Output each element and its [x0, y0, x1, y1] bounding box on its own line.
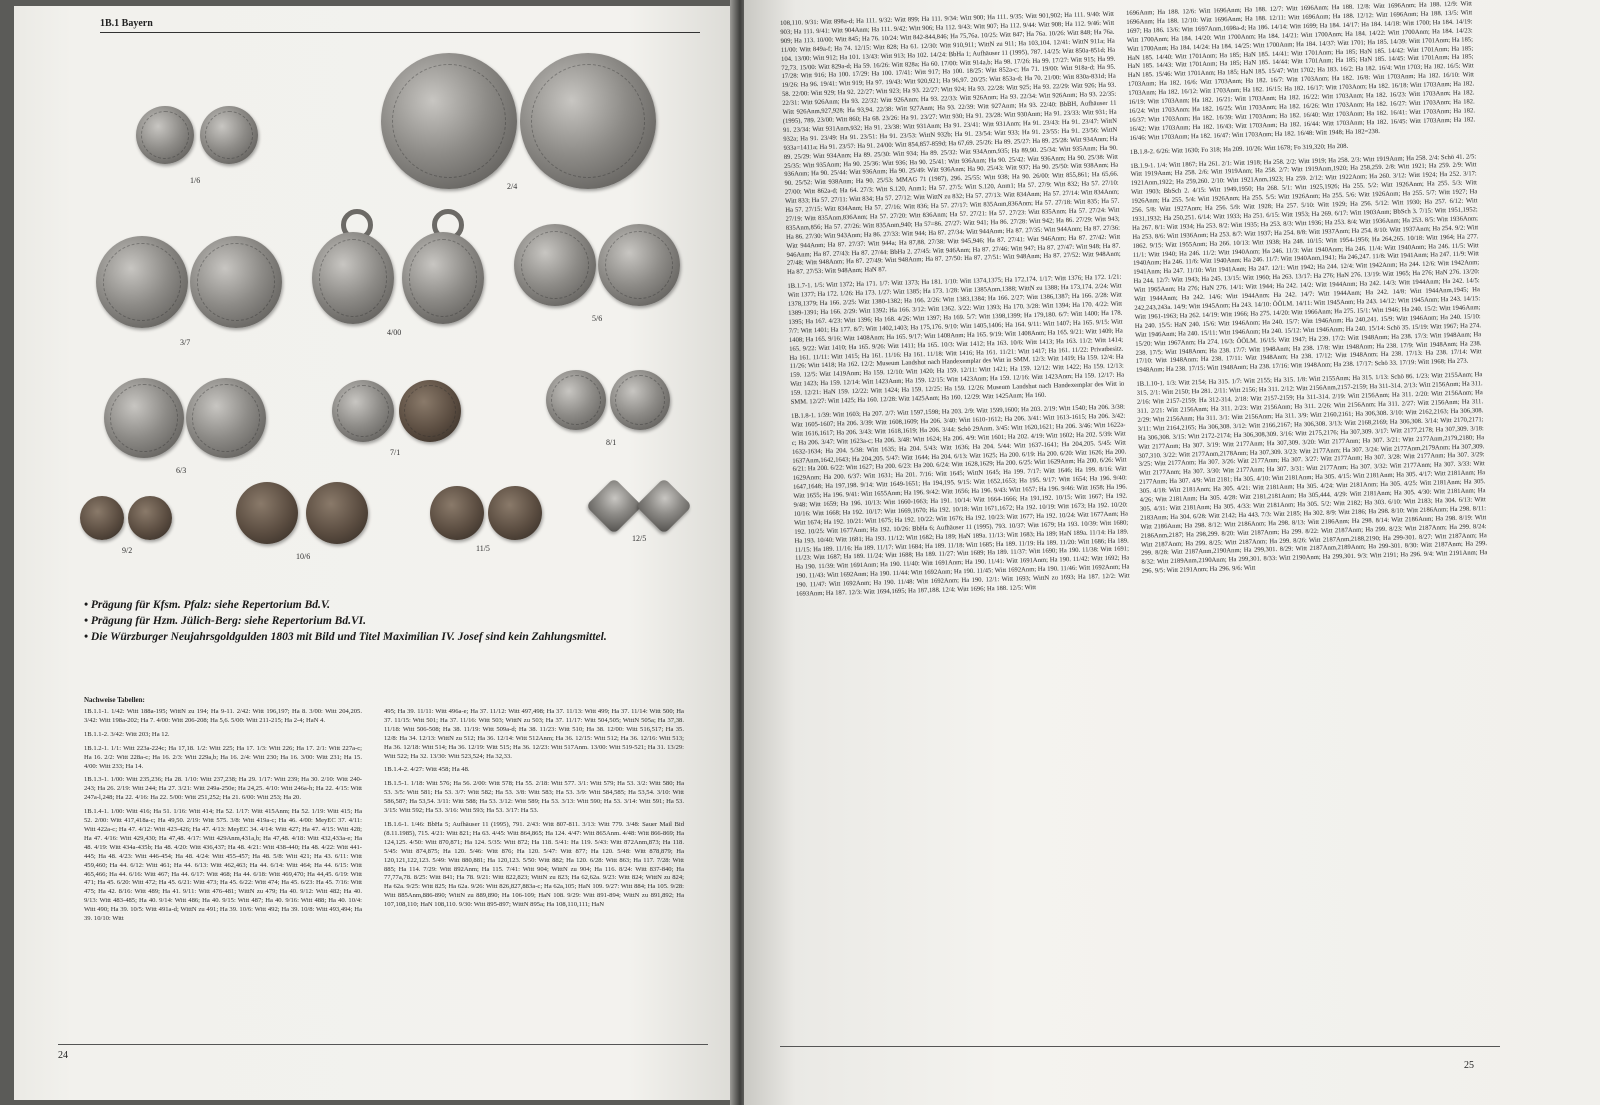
coin-image	[190, 236, 282, 328]
reference-entry: 1B.1.7-1. 1/5: Witt 1372; Ha 171. 1/7: Witt 1373; Ha 181. 1/10: Witt 1374,1375; Ha 172,174. 1/17: Witt 1376; Ha 172. 1/21: Witt 1377; Ha 172. 1/26: Ha 173. 1/27: Witt 1385; Ha 173. 1/28: Witt 1385Anm,1388; WittN zu 1388; Ha 173,174. 2/24: Witt 1378,1379; Ha 166. 2/25: Witt 1380-1382; Ha 166. 2/26: Witt 1383,1384; Ha 166. 2/27: Witt 1386,1387; Ha 166. 2/28: Witt 1389-1391; Ha 166. 2/29: Witt 1392; Ha 166. 3/12: Witt 1362. 3/22: Witt 1393; Ha 170. 3/28: Witt 1394; Ha 170. 4/22: Witt 1395; Ha 167. 4/23: Witt 1396; Ha 168. 4/26: Witt 1397; Ha 169. 5/7: Witt 1398,1399; Ha 179,180. 6/7: Witt 1400; Ha 178. 7/7: Witt 1401; Ha 177. 8/7: Witt 1402,1403; Ha 175,176. 9/10: Witt 1405,1406; Ha 164. 9/11: Witt 1407; Ha 165. 9/15: Witt 1408; Ha 165. 9/16: Witt 1408Anm; Ha 165. 9/17: Witt 1408Anm; Ha 165. 9/19: Witt 1408Anm; Ha 165. 9/21: Witt 1409; Ha 165. 9/22: Witt 1410; Ha 165. 9/26: Witt 1411; Ha 165. 10/3: Witt 1412; Ha 163. 10/6: Witt 1413; Ha 163. 11/2: Witt 1414; Ha 161. 11/11: Witt 1415; Ha 161. 11/16: Ha 161. 11/18: Witt 1416; Ha 161. 11/21: Witt 1417; Ha 161. 11/22: Privatbesitz. 11/26: Witt 1418; Ha 162. 12/2: Museum Landshut nach Handexemplar des Witt in SMM. 12/3: Witt 1419; Ha 159. 12/4: Ha 159. 12/5: Witt 1419Anm; Ha 159. 12/10: Witt 1420; Ha 159. 12/11: Witt 1421; Ha 159. 12/12: Witt 1422; Ha 159. 12/13: Witt 1423; Ha 159. 12/14: Witt 1423Anm; Ha 159. 12/15: Witt 1423Anm; Ha 159. 12/16: Witt 1423Anm; Ha 159. 12/17: Ha 159. 12/21: HaN 159. 12/22: Witt 1424; Ha 159. 12/25: Ha 159. 12/26: Museum Landshut nach Handexemplar des Witt in SMM. 12/27: Witt 1425; Ha 160. 12/28: Witt 1425Anm; Ha 160. 12/29: Witt 1425Anm; Ha 160.	[787, 273, 1125, 406]
coin-image	[636, 478, 693, 535]
footer-rule	[58, 1044, 708, 1045]
plate-label: 5/6	[592, 314, 603, 323]
plate-label: 4/00	[387, 328, 402, 337]
coin-image	[514, 224, 596, 306]
references-column-2	[384, 708, 684, 1048]
coin-image	[402, 232, 484, 324]
coin-image	[381, 53, 517, 189]
running-header: 1B.1 Bayern	[100, 18, 153, 29]
coin-image	[312, 232, 394, 324]
coin-image	[546, 370, 606, 430]
plate-label: 10/6	[296, 552, 311, 561]
plate-label: 6/3	[176, 466, 187, 475]
plate-label: 8/1	[606, 438, 617, 447]
plate-label: 7/1	[390, 448, 401, 457]
coin-image	[598, 224, 680, 306]
coin-image	[128, 496, 172, 540]
coin-image	[430, 486, 484, 540]
note-wuerzburg: • Die Würzburger Neujahrsgoldgulden 1803 mit Bild und Titel Maximilian IV. Josef sind kein Zahlungsmittel.	[84, 631, 607, 643]
coin-image	[520, 53, 656, 189]
coin-image	[200, 106, 258, 164]
reference-entry: 1B.1.5-1. 1/18: Witt 576; Ha 56. 2/00: Witt 578; Ha 55. 2/18: Witt 577. 3/1: Witt 579; Ha 53. 3/2: Witt 580; Ha 53. 3/5: Witt 581; Ha 53. 3/7: Witt 582; Ha 53. 3/8: Witt 583; Ha 53. 3/9: Witt 584,585; Ha 53,54. 3/10: Witt 586,587; Ha 53,54. 3/11: Witt 588; Ha 53. 3/12: Witt 589; Ha 53. 3/13: Witt 590; Ha 53. 3/14: Witt 591; Ha 53. 3/15: Witt 592; Ha 53. 3/16: Witt 593; Ha 53. 3/17: Ha 53.	[384, 780, 684, 815]
coin-image	[332, 380, 394, 442]
reference-entry: 1B.1.1-1. 1/42: Witt 188a-195; WittN zu 194; Ha 9-11. 2/42: Witt 196,197; Ha 8. 3/00: Witt 204,205. 3/42: Witt 198a-202; Ha 7. 4/00: Witt 206-208; Ha 5,6. 5/00: Witt 211-215; Ha 2-4; HaN 4.	[84, 708, 362, 724]
reference-entry: 1B.1.2-1. 1/1: Witt 223a-224c; Ha 17,18. 1/2: Witt 225; Ha 17. 1/3: Witt 226; Ha 17. 2/1: Witt 227a-c; Ha 16. 2/2: Witt 228a-c; Ha 16. 2/3: Witt 229a,b; Ha 16. 2/4: Witt 230; Ha 16. 3/00: Witt 231; Ha 15. 4/00: Witt 233; Ha 14.	[84, 744, 362, 770]
coin-image	[136, 106, 194, 164]
references-column-4	[1126, 0, 1500, 1029]
reference-entry: 495; Ha 39. 11/11: Witt 496a-e; Ha 37. 11/12: Witt 497,498; Ha 37. 11/13: Witt 499; Ha 37. 11/14: Witt 500; Ha 37. 11/15: Witt 501; Ha 37. 11/16: Witt 503; WittN zu 503; Ha 37. 11/17: Witt 504,505; WittN 505a; Ha 37,38. 11/18: Witt 506-508; Ha 38. 11/19: Witt 509a-d; Ha 38. 11/23: Witt 510; Ha 38. 12/00: Witt 516,517; Ha 35. 12/8: Ha 34. 12/13: WittN zu 512; Ha 36. 12/14: Witt 512Anm; Ha 36. 12/15: Witt 512; Ha 36. 12/16: Witt 513; Ha 36. 12/18: Witt 514; Ha 36. 12/19: Witt 515; Ha 36. 12/23: Witt 517Anm. 13/00: Witt 519-521; Ha 31. 13/29: Witt 522; Ha 32. 13/30: Witt 523,524; Ha 32,33.	[384, 708, 684, 760]
references-column-1	[84, 708, 362, 1020]
footer-rule	[780, 1046, 1500, 1047]
coin-image	[80, 496, 124, 540]
coin-image	[610, 370, 670, 430]
reference-entry: 1696Anm; Ha 188. 12/6: Witt 1696Anm; Ha 188. 12/7: Witt 1696Anm; Ha 188. 12/8: Witt 1696Anm; Ha 188. 12/9: Witt 1696Anm; Ha 188. 12/10: Witt 1696Anm; Ha 188. 12/11: Witt 1696Anm; Ha 188. 12/12: Witt 1696Anm; Ha 188. 13/5: Witt 1697; Ha 186. 13/6: Witt 1697Anm,1698a-d; Ha 186. 14/14: Witt 1699; Ha 184. 14/17: Ha 184. 14/18: Witt 1700; Ha 184. 14/19: Witt 1700Anm; Ha 184. 14/20: Witt 1700Anm; Ha 184. 14/21: Witt 1700Anm; Ha 184. 14/22: Witt 1700Anm; Ha 184. 14/23: Witt 1700Anm; Ha 184. 14/24: Ha 184. 14/25: Witt 1700Anm; Ha 184. 14/37: Witt 1701; Ha 185. 14/39: Witt 1701Anm; Ha 185; HaN 185. 14/40: Witt 1701Anm; Ha 185; HaN 185. 14/41: Witt 1701Anm; Ha 185; HaN 185. 14/42: Witt 1701Anm; Ha 185; HaN 185. 14/43: Witt 1701Anm; Ha 185; HaN 185. 14/44: Witt 1701Anm; Ha 185; HaN 185. 14/45: Witt 1701Anm; Ha 185; HaN 185. 15/46: Witt 1701Anm; Ha 185; HaN 185. 15/47: Witt 1702; Ha 183. 16/2: Ha 182. 16/4: Witt 1703; Ha 182. 16/5: Witt 1703Anm; Ha 182. 16/6: Witt 1703Anm; Ha 182. 16/7: Witt 1703Anm; Ha 182. 16/8: Witt 1703Anm; Ha 182. 16/10: Witt 1703Anm; Ha 182. 16/12: Witt 1703Anm; Ha 182. 16/15: Ha 182. 16/17: Witt 1703Anm; Ha 182. 16/18: Witt 1703Anm; Ha 182. 16/19: Witt 1703Anm; Ha 182. 16/21: Witt 1703Anm; Ha 182. 16/22: Witt 1703Anm; Ha 182. 16/23: Witt 1703Anm; Ha 182. 16/24: Witt 1703Anm; Ha 182. 16/25: Witt 1703Anm; Ha 182. 16/26: Witt 1703Anm; Ha 182. 16/27: Witt 1703Anm; Ha 182. 16/37: Witt 1703Anm; Ha 182. 16/39: Witt 1703Anm; Ha 182. 16/40: Witt 1703Anm; Ha 182. 16/41: Witt 1703Anm; Ha 182. 16/42: Witt 1703Anm; Ha 182. 16/43: Witt 1703Anm; Ha 182. 16/44: Witt 1703Anm; Ha 182. 16/45: Witt 1703Anm; Ha 182. 16/46: Witt 1703Anm; Ha 182. 16/47: Witt 1703Anm; Ha 182. 16/48: Witt 1948; Ha 182=238.	[1126, 0, 1476, 142]
coin-image	[236, 482, 298, 544]
coin-image	[306, 482, 368, 544]
right-page	[744, 0, 1600, 1105]
reference-entry: 1B.1.4-1. 1/00: Witt 416; Ha 51. 1/16: Witt 414; Ha 52. 1/17: Witt 415Anm; Ha 52. 1/19: Witt 415; Ha 52. 2/00: Witt 417,418a-c; Ha 49,50. 2/19: Witt 575. 3/8: Witt 419a-c; Ha 46. 4/00: MeyEC 37. 4/11: Witt 422a-c; Ha 47. 4/12: Witt 423-426; Ha 47. 4/13: MeyEC 34. 4/14: Witt 427; Ha 47. 4/15: Witt 428; Ha 47. 4/16: Witt 429,430; Ha 47,48. 4/17: Witt 429Anm,431a,b; Ha 47,48. 4/18: Witt 432,433a-e; Ha 48. 4/19: Witt 434a-435b; Ha 48. 4/20: Witt 436,437; Ha 48. 4/21: Witt 438-440; Ha 48. 4/22: Witt 441-445; Ha 48. 4/23: Witt 446-454; Ha 48. 4/24: Witt 455-457; Ha 48. 5/8: Witt 421; Ha 43. 6/11: Witt 459,460; Ha 44. 6/12: Witt 461; Ha 44. 6/13: Witt 462,463; Ha 44. 6/14: Witt 464; Ha 44. 6/15: Witt 465,466; Ha 44. 6/16: Witt 467; Ha 44. 6/17: Witt 468; Ha 44. 6/18: Witt 469,470; Ha 44,45. 6/19: Witt 471; Ha 45. 6/20: Witt 472; Ha 45. 6/21: Witt 473; Ha 45. 6/22: Witt 474; Ha 45. 6/23: Ha 45. 7/16: Witt 475; Ha 42. 8/16: Witt 489; Ha 41. 9/11: Witt 476-481; WittN zu 479; Ha 40. 9/12: Witt 482; Ha 40. 9/13: Witt 483-485; Ha 40. 9/14: Witt 486; Ha 40. 9/15: Witt 487; Ha 40. 9/16: Witt 488; Ha 40. 10/4: Witt 490; Ha 39. 10/5: Witt 491a-d; WittN zu 491; Ha 39. 10/6: Witt 492; Ha 39. 10/8: Witt 493,494; Ha 39. 10/10: Witt	[84, 808, 362, 923]
reference-entry: 1B.1.1-2. 3/42: Witt 203; Ha 12.	[84, 730, 170, 738]
coin-image	[186, 378, 266, 458]
reference-entry: 1B.1.10-1. 1/3: Witt 2154; Ha 315. 1/7: Witt 2155; Ha 315. 1/8: Witt 2155Anm; Ha 315. 1/13: Schö 86. 1/23: Witt 2155Anm; Ha 315. 2/1: Witt 2150; Ha 281. 2/11: Witt 2156; Ha 311. 2/12: Witt 2156Anm,2157-2159; Ha 311-314. 2/13: Witt 2156Anm; Ha 311. 2/16: Witt 2157-2159; Ha 312-314. 2/18: Witt 2157-2159; Ha 311-314. 2/19: Witt 2156Anm; Ha 311. 2/20: Witt 2156Anm; Ha 311. 2/21: Witt 2156Anm; Ha 311. 2/23: Witt 2156Anm; Ha 311. 2/26: Witt 2156Anm; Ha 311. 2/27: Witt 2156Anm; Ha 311. 2/29: Witt 2156Anm; Ha 311. 3/1: Witt 2156Anm; Ha 311. 3/9: Witt 2160,2161; Ha 306,308. 3/10: Witt 2162,2163; Ha 306,308. 3/11: Witt 2164,2165; Ha 306,308. 3/12: Witt 2166,2167; Ha 306,308. 3/13: Witt 2168,2169; Ha 306,308. 3/14: Witt 2170,2171; Ha 306,308. 3/15: Witt 2172-2174; Ha 306,308,309. 3/16: Witt 2175,2176; Ha 307,309. 3/17: Witt 2177,2178; Ha 307,309. 3/18: Witt 2177Anm; Ha 307. 3/19: Witt 2177Anm; Ha 307,309. 3/20: Witt 2177Anm; Ha 307. 3/21: Witt 2177Anm,2179,2180; Ha 307,310. 3/22: Witt 2177Anm,2178Anm; Ha 307,309. 3/23: Witt 2177Anm; Ha 307. 3/24: Witt 2177Anm,2179Anm; Ha 307,309. 3/25: Witt 2177Anm; Ha 307. 3/26: Witt 2177Anm; Ha 307. 3/27: Witt 2177Anm; Ha 307. 3/28: Witt 2177Anm; Ha 307. 3/29: Witt 2177Anm; Ha 307. 3/30: Witt 2177Anm; Ha 307. 3/31: Witt 2177Anm; Ha 307. 3/32: Witt 2177Anm; Ha 307. 3/33: Witt 2177Anm; Ha 307. 4/9: Witt 2181; Ha 305. 4/10: Witt 2181Anm; Ha 305. 4/15: Witt 2181Anm; Ha 305. 4/17: Witt 2181Anm; Ha 305. 4/18: Witt 2181Anm; Ha 305. 4/21: Witt 2181Anm; Ha 305. 4/24: Witt 2181Anm; Ha 305. 4/25: Witt 2181Anm; Ha 305. 4/26: Witt 2181Anm; Ha 305. 4/28: Witt 2181,2181Anm; Ha 305,444. 4/29: Witt 2181Anm; Ha 305. 4/30: Witt 2181Anm; Ha 305. 4/31: Witt 2181Anm; Ha 305. 4/33: Witt 2181Anm; Ha 305. 5/2: Witt 2182; Ha 303. 6/10: Witt 2183; Ha 304. 6/13: Witt 2183Anm; Ha 304. 6/28: Witt 2142; Ha 443. 7/3: Witt 2185; Ha 302. 8/9: Witt 2186; Ha 298. 8/10: Witt 2186Anm; Ha 298. 8/11: Witt 2186Anm; Ha 298. 8/12: Witt 2186Anm; Ha 298. 8/13: Witt 2186Anm; Ha 298. 8/14: Witt 2186Anm; Ha 298. 8/19: Witt 2186Anm,2187; Ha 298,299. 8/20: Witt 2187Anm; Ha 299. 8/22: Witt 2187Anm; Ha 299. 8/23: Witt 2187Anm; Ha 299. 8/24: Witt 2187Anm; Ha 299. 8/25: Witt 2187Anm; Ha 299. 8/26: Witt 2187Anm,2188,2190; Ha 299-301. 8/27: Witt 2187Anm; Ha 299. 8/28: Witt 2187Anm,2190Anm; Ha 299,301. 8/29: Witt 2187Anm,2189Anm; Ha 299-301. 8/30: Witt 2187Anm; Ha 299. 8/32: Witt 2189Anm,2190Anm; Ha 299,301. 8/33: Witt 2190Anm; Ha 299,301. 9/3: Witt 2191; Ha 296. 9/4: Witt 2191Anm; Ha 296. 9/5: Witt 2191Anm; Ha 296. 9/6: Witt	[1136, 371, 1488, 576]
note-pfalz: • Prägung für Kfsm. Pfalz: siehe Repertorium Bd.V.	[84, 599, 330, 611]
plate-label: 12/5	[632, 534, 647, 543]
header-rule	[100, 32, 700, 33]
plate-label: 2/4	[507, 182, 518, 191]
coin-image	[96, 236, 188, 328]
plate-label: 11/5	[476, 544, 490, 553]
reference-entry: 1B.1.6-1. 1/46: BbHa 5; Aufhäuser 11 (1995), 791. 2/43: Witt 807-811. 3/13: Witt 779. 3/48: Sauer Mail Bid (8.11.1985), 715. 4/21: Witt 821; Ha 63. 4/45: Witt 864,865; Ha 124. 4/47: Witt 865Anm. 4/48: Witt 866-869; Ha 124,125. 4/50: Witt 870,871; Ha 124. 5/35: Witt 872; Ha 118. 5/41: Ha 119. 5/43: Witt 872Anm,873; Ha 118. 5/45: Witt 874,875; Ha 120. 5/46: Witt 876; Ha 120. 5/47: Witt 877; Ha 120. 5/48: Witt 878,879; Ha 120,121,122,123. 5/49: Witt 880,881; Ha 120,123. 5/50: Witt 882; Ha 120. 6/28: Witt 863; Ha 117. 7/28: Witt 885; Ha 114. 7/29: Witt 892Anm; Ha 115. 7/41: Witt 904; WittN zu 904; Ha 116. 8/24: Witt 837-840; Ha 77,77a,78. 8/25: Witt 841; Ha 78. 9/21: Witt 822,823; WittN zu 823; Ha 62,62a. 9/23: Witt 824; WittN zu 824; Ha 62a. 9/25: Witt 825; Ha 62a. 9/26: Witt 826,827,883a-c; Ha 62a,105; HaN 109. 9/27: Witt 884; Ha 105. 9/28: Witt 885Anm,886-890; WittN zu 889,890; Ha 106-109; HaN 108. 9/29: Witt 891-894; WittN zu 891,892; Ha 107,108,110; HaN 108,110. 9/30: Witt 895-897; WittN 895a; Ha 108,110,111; HaN	[384, 820, 684, 909]
note-juelich-berg: • Prägung für Hzm. Jülich-Berg: siehe Repertorium Bd.VI.	[84, 615, 366, 627]
plate-label: 9/2	[122, 546, 133, 555]
coin-image	[104, 378, 184, 458]
plate-label: 3/7	[180, 338, 191, 347]
left-page	[14, 6, 736, 1100]
reference-entry: 1B.1.9-1. 1/4: Witt 1867; Ha 261. 2/1: Witt 1918; Ha 258. 2/2: Witt 1919; Ha 258. 2/3: Witt 1919Anm; Ha 258. 2/4: Schö 41. 2/5: Witt 1919Anm; Ha 258. 2/6: Witt 1919Anm; Ha 258. 2/7: Witt 1919Anm,1920; Ha 258,259. 2/8: Witt 1921; Ha 259. 2/9: Witt 1921Anm,1922; Ha 259,260. 2/10: Witt 1921Anm,1923; Ha 259. 2/12: Witt 1922Anm; Ha 260. 3/12: Witt 1924; Ha 252. 3/17: Witt 1903; BbSch 2. 4/15: Witt 1949,1950; Ha 268. 5/1: Witt 1925,1926; Ha 255. 5/2: Witt 1926Anm; Ha 255. 5/3: Witt 1926Anm; Ha 255. 5/4: Witt 1926Anm; Ha 255. 5/5: Witt 1926Anm; Ha 255. 5/6: Witt 1926Anm; Ha 255. 5/7: Witt 1927; Ha 256. 5/8: Witt 1927Anm; Ha 256. 5/9: Witt 1928; Ha 257. 5/10: Witt 1929; Ha 256. 5/12: Witt 1930; Ha 257. 6/12: Witt 1931,1932; Ha 250,251. 6/14: Witt 1933; Ha 251. 6/15: Witt 1953; Ha 269. 6/17: Witt 1903Anm; BbSch 3. 7/15: Witt 1951,1952; Ha 267. 8/1: Witt 1934; Ha 253. 8/2: Witt 1935; Ha 253. 8/3: Witt 1936; Ha 253. 8/4: Witt 1936Anm; Ha 253. 8/5: Witt 1936Anm; Ha 253. 8/6: Witt 1936Anm; Ha 253. 8/7: Witt 1937; Ha 254. 8/8: Witt 1937Anm; Ha 254. 8/10: Witt 1937Anm; Ha 254. 9/2: Witt 1862. 9/15: Witt 1955Anm; Ha 266. 10/13: Witt 1938; Ha 248. 10/15: Witt 1954-1956; Ha 264,265. 10/18: Witt 1964; Ha 277. 11/1: Witt 1940; Ha 246. 11/2: Witt 1940Anm; Ha 246. 11/3: Witt 1940Anm; Ha 246. 11/4: Witt 1940Anm; Ha 246. 11/5: Witt 1940Anm; Ha 246. 11/6: Witt 1940Anm; Ha 246. 11/7: Witt 1940Anm,1941; Ha 246,247. 11/8: Witt 1941Anm; Ha 247. 11/9: Witt 1941Anm; Ha 247. 11/10: Witt 1941Anm; Ha 247. 12/1: Witt 1942; Ha 244. 12/4: Witt 1942Anm; Ha 244. 12/6: Witt 1942Anm; Ha 244. 12/7: Witt 1943; Ha 245. 13/15: Witt 1960; Ha 263. 13/17: Ha 276; HaN 276. 13/19: Witt 1965; Ha 276; HaN 276. 13/20: Witt 1965Anm; Ha 276; HaN 276. 14/1: Witt 1944; Ha 242. 14/2: Witt 1944Anm; Ha 242. 14/3: Witt 1944Anm; Ha 242. 14/5: Witt 1944Anm; Ha 242. 14/6: Witt 1944Anm; Ha 242. 14/7: Witt 1944Anm; Ha 242. 14/8: Witt 1944Anm,1945; Ha 242,243,243a. 14/9: Witt 1945Anm; Ha 243. 14/10: ÖÖLM. 14/11: Witt 1945Anm; Ha 243. 14/12: Witt 1945Anm; Ha 243. 14/15: Witt 1961-1963; Ha 262. 14/19: Witt 1966; Ha 275. 14/20: Witt 1966Anm; Ha 275. 15/1: Witt 1946; Ha 240. 15/2: Witt 1946Anm; Ha 240. 15/5: HaN 240. 15/6: Witt 1946Anm; Ha 240. 15/7: Witt 1946Anm; Ha 240,241. 15/9: Witt 1946Anm; Ha 240. 15/10: Witt 1946Anm; Ha 240. 15/11: Witt 1946Anm; Ha 240. 15/12: Witt 1946Anm; Ha 240. 15/14: Schö 35. 15/19: Witt 1967; Ha 274. 15/20: Witt 1967Anm; Ha 274. 16/3: ÖÖLM. 16/15: Witt 1947; Ha 239. 17/2: Witt 1948Anm; Ha 238. 17/3: Witt 1948Anm; Ha 238. 17/5: Witt 1948Anm; Ha 238. 17/7: Witt 1948Anm; Ha 238. 17/8: Witt 1948Anm; Ha 238. 17/9: Witt 1948Anm; Ha 238. 17/10: Witt 1948Anm; Ha 238. 17/11: Witt 1948Anm; Ha 238. 17/12: Witt 1948Anm; Ha 238. 17/13: Ha 238. 17/14: Witt 1948Anm; Ha 238. 17/15: Witt 1948Anm; Ha 238. 17/16: Witt 1948Anm; Ha 238. 17/17: Schö 33. 17/19: Witt 1968; Ha 273.	[1130, 152, 1482, 375]
coin-image	[586, 478, 643, 535]
reference-entry: 108,110. 9/31: Witt 898a-d; Ha 111. 9/32: Witt 899; Ha 111. 9/34: Witt 900; Ha 111. 9/35: Witt 901,902; Ha 111. 9/40: Witt 903; Ha 111. 9/41: Witt 904Anm; Ha 111. 9/42: Witt 906; Ha 112. 9/43: Witt 907; Ha 112. 9/44: Witt 908; Ha 112. 9/46: Witt 909; Ha 113. 10/00: Witt 845; Ha 76. 10/24: Witt 842-844,846; Ha 75,76a. 10/25: Witt 847; Ha 76a. 10/26: Witt 848; Ha 76a. 11/00: Witt 849a-f; Ha 74. 12/15: Witt 828; Ha 61. 12/30: Witt 910,911; WittN zu 911; Ha 103,104. 12/41: WittN 911a; Ha 104. 13/00: Witt 912; Ha 101. 13/43: Witt 913; Ha 102. 14/24: BbHa 1; Aufhäuser 11 (1995), 787. 14/25: Witt 850a-851d; Ha 72,73. 15/00: Witt 829a-d; Ha 59. 16/26: Witt 828a; Ha 60. 17/00: Witt 914a,b; Ha 98. 17/26: Ha 99. 17/27: Witt 915; Ha 99. 17/28: Witt 916; Ha 100. 17/29: Ha 100. 17/41: Witt 917; Ha 100. 18/25: Witt 852a-c; Ha 71. 19/00: Witt 918a-d; Ha 95. 19/26: Ha 96. 19/41: Witt 919; Ha 97. 19/43: Witt 920,921; Ha 96,97. 20/25: Witt 853a-d; Ha 70. 21/00: Witt 830a-831d; Ha 58. 22/00: Witt 929; Ha 92. 22/27: Witt 923; Ha 93. 22/27: Witt 924; Ha 93. 22/28: Witt 925; Ha 93. 22/29: Witt 926; Ha 93. 22/31: Witt 926Anm; Ha 93. 22/32: Witt 926Anm; Ha 93. 22/33: Witt 926Anm; Ha 93. 22/34: Witt 926Anm; Ha 93. 22/35: Witt 926Anm,927,928; Ha 93,94. 22/38: Witt 927Anm; Ha 93. 22/39: Witt 927Anm; Ha 93. 22/40: BbBH, Aufhäuser 11 (1995), 789. 23/00: Witt 860; Ha 68. 23/26: Ha 91. 23/27: Witt 930; Ha 91. 23/28: Witt 930Anm; Ha 91. 23/33: Witt 931; Ha 91. 23/34: Witt 931Anm,932; Ha 91. 23/38: Witt 931Anm; Ha 91. 23/41: Witt 931Anm; Ha 91. 23/43: Ha 91. 23/47: WittN 932a; Ha 91. 23/49: Ha 91. 23/51: Ha 91. 23/53: WittN 932b; Ha 91. 23/54: Witt 933; Ha 91. 23/55: Ha 91. 23/56: WittN 933a=1411a; Ha 91. 23/57: Ha 91. 24/00: Witt 854,857-859d; Ha 67,69. 25/26: Ha 89. 25/27: Ha 89. 25/28: Witt 934Anm; Ha 89. 25/29: Witt 934Anm; Ha 89. 25/30: Witt 934; Ha 89. 25/32: Witt 934Anm,935; Ha 89,90. 25/34: Witt 935Anm; Ha 90. 25/35: Witt 935Anm; Ha 90. 25/36: Witt 936; Ha 90. 25/41: Witt 936Anm; Ha 90. 25/42: Witt 936Anm; Ha 90. 25/38: Witt 936Anm; Ha 90. 25/44: Witt 936Anm; Ha 90. 25/49: Witt 936Anm; Ha 90. 25/43: Witt 937; Ha 90. 25/50: Witt 938Anm; Ha 90. 25/52: Witt 938Anm; Ha 90. 25/53: MMAG 71 (1987), 296. 25/55: Witt 938; Ha 90. 26/00: Witt 855,861; Ha 65,66. 27/00: Witt 862a-d; Ha 64. 27/3: Witt S.120, Anm1; Ha 57. 27/5: Witt S.120, Anm1; Ha 57. 27/9: Witt 832; Ha 57. 27/10: Witt 833; Ha 57. 27/11: Witt 834; Ha 57. 27/12: Witt WittN zu 832; Ha 57. 27/13: Witt 834Anm; Ha 57. 27/14: Witt 834Anm; Ha 57. 27/15: Witt 834Anm; Ha 57. 27/16: Witt 836; Ha 57. 27/17: Witt 835Anm,836Anm; Ha 57. 27/18: Witt 835; Ha 57. 27/19: Witt 835Anm,836Anm; Ha 57. 27/20: Witt 836Anm; Ha 57. 27/21: Ha 57. 27/23: Witt 835Anm; Ha 57. 27/24: Witt 835Anm,856; Ha 57. 27/26: Witt 835Anm,940; Ha 57=86. 27/27: Witt 941; Ha 86. 27/28: Witt 942; Ha 86. 27/29: Witt 943; Ha 86. 27/30: Witt 943Anm; Ha 86. 27/33: Witt 944; Ha 87. 27/34: Witt 944Anm; Ha 87. 27/35: Witt 944Anm; Ha 87. 27/36: Witt 944Anm; Ha 87. 27/37: Witt 944a; Ha 87,88. 27/38: Witt 945,946; Ha 87. 27/41: Witt 946Anm; Ha 87. 27/42: Witt 946Anm; Ha 87. 27/43: Ha 87. 27/44: BbHa 2. 27/45: Witt 946Anm; Ha 87. 27/46: Witt 947; Ha 87. 27/47: Witt 948; Ha 87. 27/48: Witt 948Anm; Ha 87. 27/49: Witt 948Anm; Ha 87. 27/50: Ha 87. 27/51: Witt 948Anm; Ha 87. 27/52: Witt 948Anm; Ha 87. 27/53: Witt 948Anm; HaN 87.	[780, 10, 1121, 277]
reference-entry: 1B.1.8-1. 1/39: Witt 1603; Ha 207. 2/7: Witt 1597,1598; Ha 203. 2/9: Witt 1599,1600; Ha 203. 2/19: Witt 1540; Ha 206. 3/38: Witt 1605-1607; Ha 206. 3/39: Witt 1608,1609; Ha 206. 3/40: Witt 1610-1612; Ha 206. 3/41: Witt 1613-1615; Ha 206. 3/42: Witt 1616,1617; Ha 206. 3/43: Witt 1618,1619; Ha 206. 3/44: Schö 29Anm. 3/45: Witt 1620,1621; Ha 206. 3/46: Witt 1622a-c; Ha 206. 3/47: Witt 1623a-c; Ha 206. 3/48: Witt 1624; Ha 206. 4/9: Witt 1601; Ha 202. 4/19: Witt 1602; Ha 202. 5/39: Witt 1632-1634; Ha 204. 5/38: Witt 1635; Ha 204. 5/43: Witt 1636; Ha 204. 5/44: Witt 1637-1641; Ha 204,205. 5/45: Witt 1637Anm,1642,1643; Ha 204,205. 5/47: Witt 1644; Ha 204. 6/13: Witt 1625; Ha 200. 6/19: Ha 200. 6/20: Witt 1626; Ha 200. 6/21: Ha 200. 6/22: Witt 1627; Ha 200. 6/23: Ha 200. 6/24: Witt 1628,1629; Ha 200. 6/25: Witt 1629Anm; Ha 200. 6/26: Witt 1629Anm; Ha 200. 6/37: Witt 1631; Ha 201. 7/16: Witt 1645; WittN 1645; Ha 199. 7/17: Witt 1646; Ha 199. 8/16: Witt 1647,1648; Ha 197,198. 9/14: Witt 1649-1651; Ha 194,195. 9/15: Witt 1652,1653; Ha 195. 9/17: Witt 1654; Ha 196. 9/40: Witt 1655; Ha 196. 9/41: Witt 1655Anm; Ha 196. 9/42: Witt 1656; Ha 196. 9/43: Witt 1657; Ha 196. 9/46: Witt 1658; Ha 196. 9/48: Witt 1659; Ha 196. 10/13: Witt 1660-1663; Ha 191. 10/14: Witt 1664-1666; Ha 191,192. 10/15: Witt 1667; Ha 192. 10/16: Witt 1668; Ha 192. 10/17: Witt 1669,1670; Ha 192. 10/18: Witt 1671,1672; Ha 192. 10/19: Witt 1673; Ha 192. 10/20: Witt 1674; Ha 192. 10/21: Witt 1675; Ha 192. 10/22: Witt 1676; Ha 192. 10/23: Witt 1677; Ha 192. 10/24: Witt 1677Anm; Ha 192. 10/25: Witt 1677Anm; Ha 192. 10/26: BbHa 6; Aufhäuser 11 (1995), 793. 10/37: Witt 1679; Ha 193. 10/39: Witt 1680; Ha 193. 10/40: Witt 1681; Ha 193. 11/12: Witt 1682; Ha 189; HaN 189a. 11/13: Witt 1683; Ha 189; HaN 189a. 11/14: Ha 189. 11/15: Ha 189. 11/16: Ha 189. 11/17: Witt 1684; Ha 189. 11/18: Witt 1685; Ha 189. 11/19: Ha 189. 11/20: Witt 1686; Ha 189. 11/23: Witt 1687; Ha 189. 11/24: Witt 1688; Ha 189. 11/27: Witt 1689; Ha 189. 11/37: Witt 1690; Ha 190. 11/38: Witt 1691; Ha 190. 11/39: Witt 1691Anm; Ha 190. 11/40: Witt 1691Anm; Ha 190. 11/41: Witt 1691Anm; Ha 190. 11/42: Witt 1692; Ha 190. 11/43: Witt 1692Anm; Ha 190. 11/44: Witt 1692Anm; Ha 190. 11/45: Witt 1692Anm; Ha 190. 11/46: Witt 1692Anm; Ha 190. 11/47: Witt 1692Anm; Ha 190. 11/48: Witt 1692Anm; Ha 190. 12/1: Witt 1693; WittN zu 1693; Ha 187. 12/2: Witt 1693Anm; Ha 187. 12/3: Witt 1694,1695; Ha 187,188. 12/4: Witt 1696; Ha 188. 12/5: Witt	[790, 403, 1130, 598]
page-number: 24	[58, 1050, 68, 1061]
references-column-3	[780, 11, 1142, 1030]
coin-image	[488, 486, 542, 540]
reference-entry: 1B.1.8-2. 6/26: Witt 1630; Fo 318; Ha 209. 10/26: Witt 1678; Fo 319,320; Ha 208.	[1129, 142, 1349, 156]
coin-image	[399, 380, 461, 442]
plate-label: 1/6	[190, 176, 201, 185]
page-number: 25	[1464, 1060, 1474, 1071]
reference-entry: 1B.1.4-2. 4/27: Witt 458; Ha 48.	[384, 766, 470, 774]
tables-title: Nachweise Tabellen:	[84, 696, 145, 704]
reference-entry: 1B.1.3-1. 1/00: Witt 235,236; Ha 28. 1/10: Witt 237,238; Ha 29. 1/17: Witt 239; Ha 30. 2/10: Witt 240-243; Ha 26. 2/19: Witt 244; Ha 27. 3/21: Witt 249a-250e; Ha 24,25. 4/10: Witt 246a-h; Ha 22. 4/15: Witt 247a-l,248; Ha 22. 4/16: Ha 22. 5/00: Witt 251,252; Ha 21. 6/00: Witt 253; Ha 20.	[84, 776, 362, 802]
